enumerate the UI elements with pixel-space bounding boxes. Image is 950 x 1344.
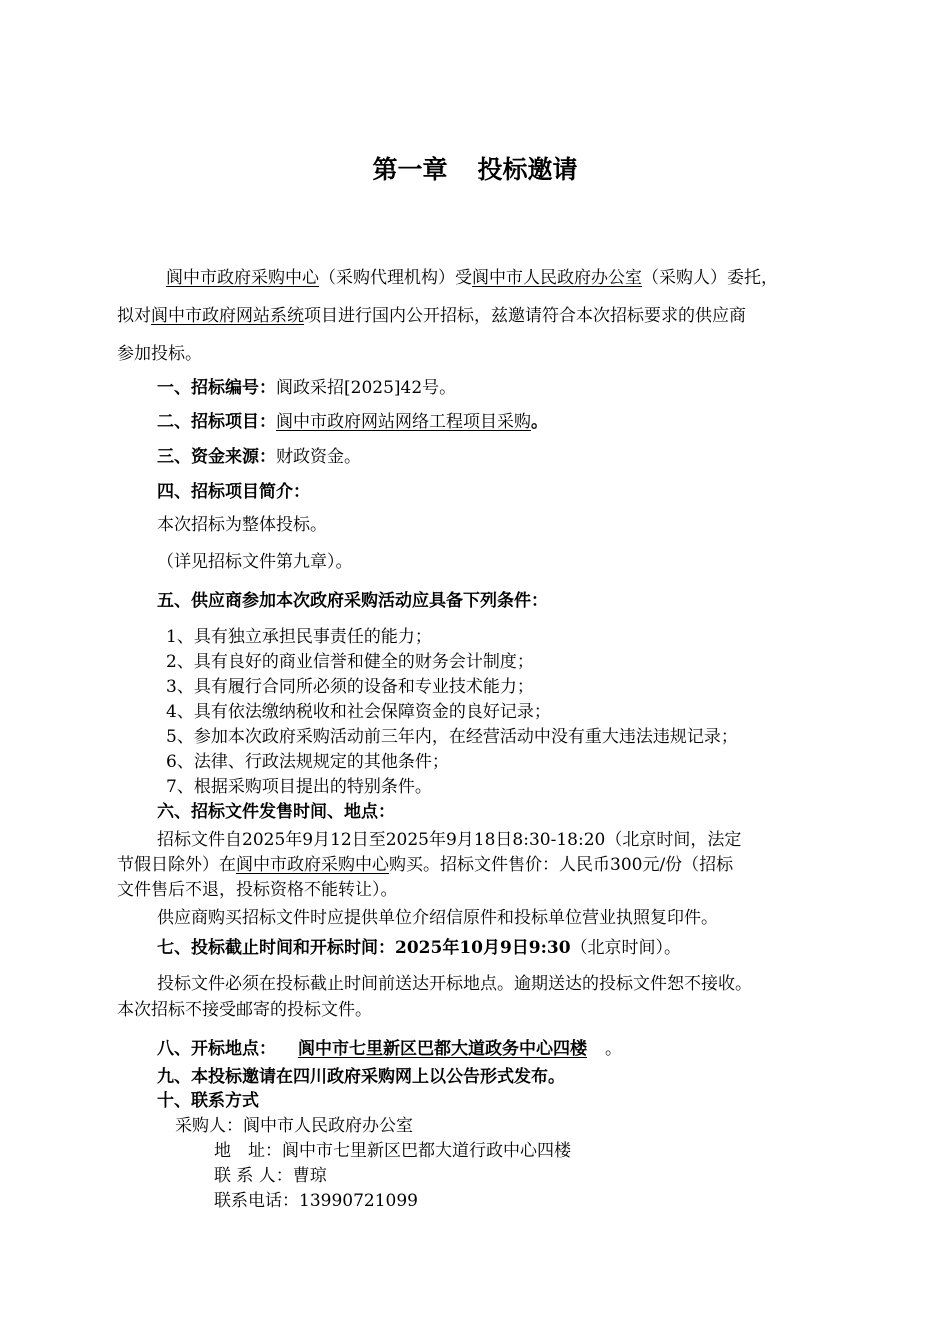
summary-text-1: 本次招标为整体投标。 [157, 515, 327, 535]
intro-line-1: 阆中市政府采购中心（采购代理机构）受阆中市人民政府办公室（采购人）委托， [166, 268, 778, 288]
summary-text-2: （详见招标文件第九章）。 [157, 552, 353, 572]
agency-name: 阆中市政府采购中心 [166, 268, 319, 288]
section-funding: 三、资金来源：财政资金。 [157, 447, 361, 467]
chapter-title [0, 152, 950, 188]
deadline-line-1: 投标文件必须在投标截止时间前送达开标地点。逾期送达的投标文件恕不接收。 [157, 974, 752, 994]
contact-phone: 联系电话：13990721099 [214, 1191, 418, 1211]
intro-line-3: 参加投标。 [117, 344, 202, 364]
contact-person: 联 系 人：曹琼 [214, 1166, 327, 1186]
section-project: 二、招标项目：阆中市政府网站网络工程项目采购。 [157, 412, 548, 432]
section-contact-heading: 十、联系方式 [157, 1091, 259, 1111]
sale-line-3: 文件售后不退，投标资格不能转让）。 [117, 880, 398, 900]
opening-location: 阆中市七里新区巴都大道政务中心四楼 [298, 1039, 587, 1059]
condition-item: 2、具有良好的商业信誉和健全的财务会计制度； [166, 652, 534, 672]
condition-item: 7、根据采购项目提出的特别条件。 [166, 777, 432, 797]
section-conditions-heading: 五、供应商参加本次政府采购活动应具备下列条件： [157, 591, 548, 611]
sale-line-2: 节假日除外）在阆中市政府采购中心购买。招标文件售价：人民币300元/份（招标 [117, 855, 734, 875]
section-deadline: 七、投标截止时间和开标时间：2025年10月9日9:30（北京时间）。 [157, 938, 682, 958]
condition-item: 3、具有履行合同所必须的设备和专业技术能力； [166, 677, 534, 697]
condition-item: 5、参加本次政府采购活动前三年内，在经营活动中没有重大违法违规记录； [166, 727, 738, 747]
sale-location: 阆中市政府采购中心 [236, 855, 389, 875]
project-title: 阆中市政府网站网络工程项目采购 [276, 412, 531, 432]
sale-line-1: 招标文件自2025年9月12日至2025年9月18日8:30-18:20（北京时间，法定 [157, 830, 742, 850]
intro-line-2: 拟对阆中市政府网站系统项目进行国内公开招标，兹邀请符合本次招标要求的供应商 [117, 306, 746, 326]
contact-address: 地 址：阆中市七里新区巴都大道行政中心四楼 [214, 1141, 571, 1161]
deadline-line-2: 本次招标不接受邮寄的投标文件。 [117, 1000, 372, 1020]
chapter-name: 投标邀请 [477, 155, 578, 184]
section-sale-heading: 六、招标文件发售时间、地点： [157, 802, 395, 822]
condition-item: 1、具有独立承担民事责任的能力； [166, 627, 432, 647]
section-bid-number: 一、招标编号：阆政采招[2025]42号。 [157, 378, 457, 398]
purchaser-name: 阆中市人民政府办公室 [472, 268, 642, 288]
contact-purchaser: 采购人：阆中市人民政府办公室 [175, 1116, 413, 1136]
project-name: 阆中市政府网站系统 [151, 306, 304, 326]
condition-item: 4、具有依法缴纳税收和社会保障资金的良好记录； [166, 702, 551, 722]
section-publication: 九、本投标邀请在四川政府采购网上以公告形式发布。 [157, 1067, 565, 1087]
section-summary-heading: 四、招标项目简介： [157, 482, 310, 502]
sale-line-4: 供应商购买招标文件时应提供单位介绍信原件和投标单位营业执照复印件。 [157, 908, 718, 928]
condition-item: 6、法律、行政法规规定的其他条件； [166, 752, 449, 772]
section-opening-location: 八、开标地点： 阆中市七里新区巴都大道政务中心四楼 。 [157, 1039, 622, 1059]
chapter-number: 第一章 [372, 155, 448, 184]
